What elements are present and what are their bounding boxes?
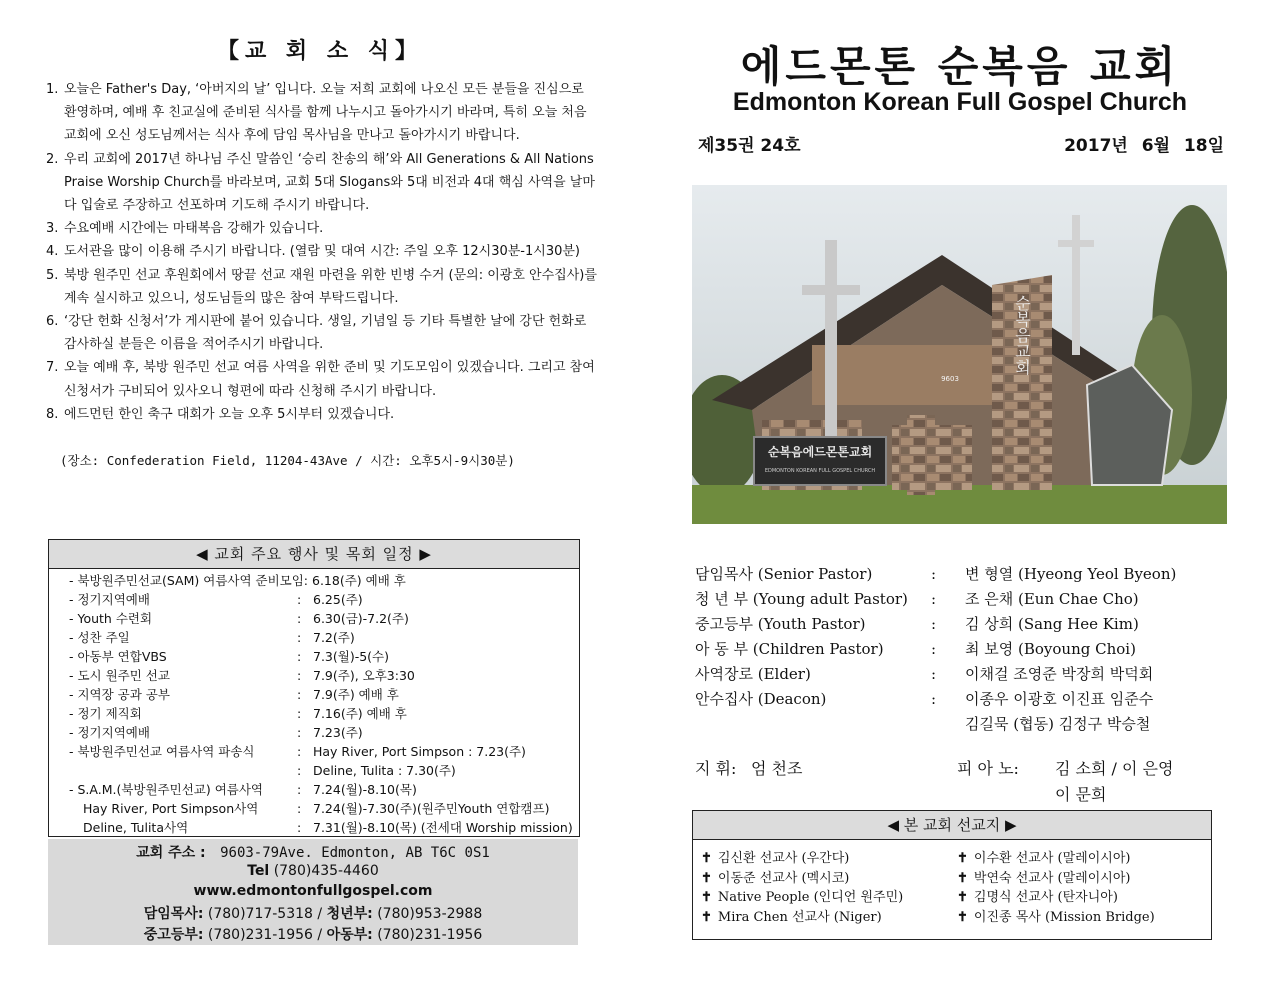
staff-role: 담임목사 (Senior Pastor) [695,565,873,583]
event-value: 7.24(월)-7.30(주)(원주민Youth 연합캠프) [313,801,550,816]
missions-right-column [957,849,1155,927]
event-label: - 정기지역예배 [69,592,150,607]
event-row [69,761,574,780]
mission-item [957,849,1155,869]
music-row-2 [695,782,1235,808]
staff-row [695,637,1235,662]
event-value: Hay River, Port Simpson : 7.23(주) [313,744,526,759]
mission-text: Mira Chen 선교사 (Niger) [717,909,882,925]
event-value: 7.23(주) [313,725,363,740]
event-value: 7.3(월)-5(수) [313,649,389,664]
news-item: 8. 에드먼턴 한인 축구 대회가 오늘 오후 5시부터 있겠습니다. [46,406,395,422]
staff-row [695,687,1235,712]
event-row [69,571,574,590]
event-value: 7.16(주) 예배 후 [313,706,407,721]
event-value: 7.2(주) [313,630,355,645]
church-name-english: Edmonton Korean Full Gospel Church [732,88,1188,116]
news-item: 3. 수요예배 시간에는 마태복음 강해가 있습니다. [46,221,324,237]
staff-colon: : [931,640,937,658]
news-list [46,78,598,426]
mission-item [701,908,903,928]
event-colon: : [297,706,302,721]
cross-icon: ✝ [701,909,712,925]
church-photo [692,185,1227,524]
mission-item [701,869,903,889]
mission-text: Native People (인디언 원주민) [717,890,904,905]
cross-icon: ✝ [957,851,968,866]
event-row [69,818,574,837]
news-item: 4. 도서관을 많이 이용해 주시기 바랍니다. (열람 및 대여 시간: 주일 오후 12시30분-1시30분) [46,244,580,260]
event-row [69,590,574,609]
event-label: - 아동부 연합VBS [69,649,167,664]
news-item: 6. ‘강단 헌화 신청서’가 게시판에 붙어 있습니다. 생일, 기념일 등 기타 특별한 날에 강단 헌화로 감사하실 분들은 이름을 적어주시기 바랍니다. [46,314,587,353]
event-colon: : [297,687,302,702]
address-line [48,842,578,862]
news-item: 5. 북방 원주민 선교 후원회에서 땅끝 선교 재원 마련을 위한 빈병 수거 (문의: 이광호 안수집사)를 계속 실시하고 있으니, 성도님들의 많은 참여 부탁드립니다. [46,267,597,306]
staff-role: 청 년 부 (Young adult Pastor) [695,590,908,608]
missions-box [692,810,1212,940]
house-number: 9603 [941,375,959,383]
event-row [69,780,574,799]
news-item: 1. 오늘은 Father's Day, ‘아버지의 날’ 입니다. 오늘 저희 교회에 나오신 모든 분들을 진심으로 환영하며, 예배 후 친교실에 준비된 식사를 함께 나누시고 돌아가시기 바라며, 특히 오늘 처음 교회에 오신 성도님께서는 식사 후에 담임 목사님을 만나고 돌아가시기 바랍니다. [46,82,587,144]
event-row [69,685,574,704]
mission-text: 이진종 목사 (Mission Bridge) [973,909,1155,925]
mission-text: 김신환 선교사 (우간다) [717,851,850,866]
event-colon: : [297,782,302,797]
event-label: - 성찬 주일 [69,630,130,645]
event-row [69,742,574,761]
event-label: - Youth 수련회 [69,611,153,626]
mission-item [957,908,1155,928]
event-label: - 북방원주민선교 여름사역 파송식 [69,744,255,759]
event-value: 6.25(주) [313,592,363,607]
news-item: 7. 오늘 예배 후, 북방 원주민 선교 여름 사역을 위한 준비 및 기도모임이 있겠습니다. 그리고 참여 신청서가 구비되어 있사오니 형편에 따라 신청해 주시기 바랍니다. [46,360,595,399]
tower-text: 순복음교회 [1012,295,1032,375]
event-label: - S.A.M.(북방원주민선교) 여름사역 [69,782,264,797]
right-page [640,0,1280,989]
event-colon: : [297,649,302,664]
church-name-korean: 에드몬톤 순복음 교회 [740,42,1180,91]
mission-text: 이동준 선교사 (멕시코) [717,870,850,886]
music-credits [695,756,1235,808]
staff-row [695,562,1235,587]
sign-english-text: EDMONTON KOREAN FULL GOSPEL CHURCH [764,468,876,474]
event-colon: : [297,668,302,683]
event-value: 7.9(주) 예배 후 [313,687,399,702]
piano-names: 김 소희 / 이 은영 [1055,759,1174,778]
event-row [69,666,574,685]
staff-colon: : [931,565,937,583]
mission-text: 박연숙 선교사 (말레이시아) [973,870,1131,886]
staff-name: 김길묵 (협동) 김정구 박승철 [965,715,1151,733]
event-value: Deline, Tulita : 7.30(주) [313,763,456,778]
staff-colon: : [931,690,937,708]
staff-colon: : [931,615,937,633]
staff-row [695,712,1235,737]
piano-names-2: 이 문희 [1055,785,1107,804]
phone-line-1: 담임목사: (780)717-5318 / 청년부: (780)953-2988 [143,906,483,922]
website-link[interactable]: www.edmontonfullgospel.com [193,883,433,899]
staff-role: 사역장로 (Elder) [695,665,811,683]
staff-role: 아 동 부 (Children Pastor) [695,640,884,658]
conductor-name: 엄 천조 [751,759,803,778]
staff-name: 변 형열 (Hyeong Yeol Byeon) [965,565,1177,583]
event-colon: : [297,763,302,778]
staff-name: 이종우 이광호 이진표 임준수 [965,690,1154,708]
cross-icon: ✝ [957,870,968,886]
event-value: 7.31(월)-8.10(목) (전세대 Worship mission) [313,820,573,835]
tel-value: (780)435-4460 [273,863,379,879]
event-row [69,628,574,647]
piano-label: 피 아 노: [957,759,1019,778]
mission-text: 김명식 선교사 (탄자니아) [973,890,1118,905]
staff-name: 조 은채 (Eun Chae Cho) [965,590,1139,608]
news-note: (장소: Confederation Field, 11204-43Ave / 시간: 오후5시-9시30분) [60,453,515,468]
news-title: 【교 회 소 식】 [217,39,423,64]
cross-icon: ✝ [957,890,968,905]
staff-list [695,562,1235,737]
event-value: 6.30(금)-7.2(주) [313,611,409,626]
event-colon: : [297,744,302,759]
staff-role: 중고등부 (Youth Pastor) [695,615,866,633]
mission-item [957,888,1155,908]
staff-row [695,662,1235,687]
staff-colon: : [931,665,937,683]
cross-icon: ✝ [701,851,712,866]
staff-row [695,612,1235,637]
mission-item [701,849,903,869]
tel-line [48,863,578,879]
mission-item [701,888,903,908]
event-colon: : [297,611,302,626]
events-list [69,571,574,837]
mission-text: 이수환 선교사 (말레이시아) [973,851,1131,866]
music-row [695,756,1235,782]
staff-role: 안수집사 (Deacon) [695,690,827,708]
phone-line-2: 중고등부: (780)231-1956 / 아동부: (780)231-1956 [143,927,483,943]
event-colon: : [297,630,302,645]
event-text: - 북방원주민선교(SAM) 여름사역 준비모임: 6.18(주) 예배 후 [69,573,406,588]
missions-left-column [701,849,903,927]
event-label: Hay River, Port Simpson사역 [83,801,259,816]
cross-icon: ✝ [701,870,712,886]
event-label: - 도시 원주민 선교 [69,668,170,683]
staff-row [695,587,1235,612]
cross-icon: ✝ [957,909,968,925]
missions-title: ◀ 본 교회 선교지 ▶ [693,811,1211,840]
event-label: Deline, Tulita사역 [83,820,189,835]
event-row [69,647,574,666]
address-value: 9603-79Ave. Edmonton, AB T6C 0S1 [220,845,490,861]
events-title: ◀ 교회 주요 행사 및 목회 일정 ▶ [49,540,579,569]
mission-item [957,869,1155,889]
event-colon: : [297,820,302,835]
event-colon: : [297,592,302,607]
event-value: 7.24(월)-8.10(목) [313,782,417,797]
event-row [69,799,574,818]
event-label: - 정기 제직회 [69,706,142,721]
event-row [69,723,574,742]
conductor-label: 지 휘: [695,759,737,778]
staff-name: 김 상희 (Sang Hee Kim) [965,615,1139,633]
event-row [69,704,574,723]
event-row [69,609,574,628]
event-colon: : [297,725,302,740]
news-item: 2. 우리 교회에 2017년 하나님 주신 말씀인 ‘승리 찬송의 해’와 All Generations & All Nations Praise Worship Church를 바라보며, 교회 5대 Slogans와 5대 비전과 4대 핵심 사역을 날마다 입술로 주장하고 선포하며 기도해 주시기 바랍니다. [46,151,595,214]
address-label: 교회 주소 : [136,845,206,861]
cross-icon: ✝ [701,890,712,905]
staff-name: 이채걸 조영준 박장희 박덕회 [965,665,1154,683]
event-colon: : [297,801,302,816]
event-label: - 정기지역예배 [69,725,150,740]
events-box [48,539,580,837]
bulletin-date: 2017년 6월 18일 [1064,136,1224,156]
volume-number: 제35권 24호 [698,136,801,156]
staff-colon: : [931,590,937,608]
tel-label: Tel [247,863,270,879]
event-value: 7.9(주), 오후3:30 [313,668,415,683]
address-box [48,839,578,945]
event-label: - 지역장 공과 공부 [69,687,170,702]
sign-korean-text: 순복음에드몬톤교회 [767,445,873,459]
staff-name: 최 보영 (Boyoung Choi) [965,640,1136,658]
